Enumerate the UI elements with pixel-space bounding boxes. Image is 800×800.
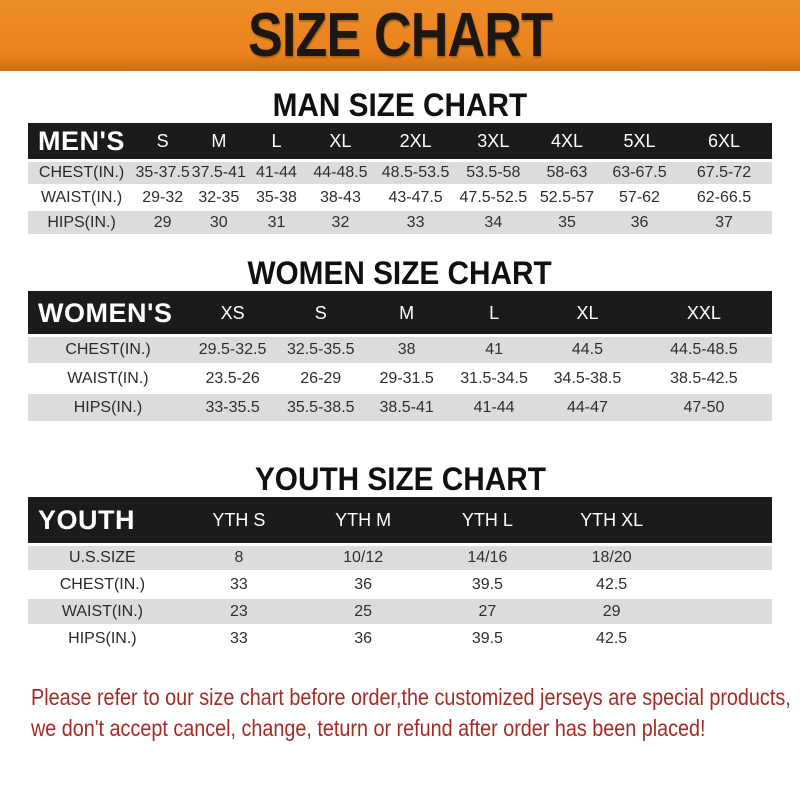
size-value: 29 [153, 213, 172, 231]
size-column-header: XXL [686, 302, 721, 323]
row-label: U.S.SIZE [69, 548, 136, 566]
size-value: 34.5-38.5 [553, 369, 622, 387]
women-section-heading-text: WOMEN SIZE CHART [247, 255, 553, 291]
row-label: WAIST(IN.) [40, 188, 123, 206]
size-value: 35 [558, 213, 576, 231]
size-value: 42.5 [596, 629, 628, 647]
size-value: 29.5-32.5 [198, 340, 267, 358]
size-value: 63-67.5 [612, 163, 667, 181]
measurement-row [28, 625, 772, 652]
row-label: HIPS(IN.) [68, 629, 137, 647]
size-value: 29 [602, 602, 621, 620]
size-value: 31 [267, 213, 286, 231]
size-value: 41 [485, 340, 503, 358]
size-value: 32.5-35.5 [286, 340, 355, 358]
size-column-header: YTH XL [580, 510, 644, 531]
banner-title: SIZE CHART [247, 0, 553, 70]
spacer-cell [674, 571, 772, 598]
size-column-header: S [314, 302, 327, 323]
size-value: 39.5 [471, 629, 503, 647]
size-value: 35-38 [256, 188, 297, 206]
row-label: CHEST(IN.) [59, 575, 146, 593]
size-table-header-row [28, 498, 772, 544]
row-label: HIPS(IN.) [47, 213, 116, 231]
size-value: 25 [354, 602, 373, 620]
size-column-header: 2XL [399, 131, 432, 152]
size-value: 33-35.5 [205, 398, 260, 416]
size-value: 41-44 [256, 163, 297, 181]
size-value: 38.5-42.5 [670, 369, 738, 387]
order-notice [31, 682, 800, 744]
size-value: 33 [406, 213, 425, 231]
size-column-header: YTH L [461, 510, 513, 531]
row-label: WAIST(IN.) [61, 602, 143, 620]
row-label: WAIST(IN.) [67, 369, 149, 387]
size-column-header: XL [576, 302, 599, 323]
size-value: 58-63 [546, 163, 588, 181]
spacer-cell [674, 625, 772, 652]
size-value: 34 [484, 213, 503, 231]
size-value: 36 [354, 629, 373, 647]
row-label: HIPS(IN.) [73, 398, 143, 416]
size-value: 43-47.5 [388, 188, 443, 206]
measurement-row [28, 160, 772, 185]
table-title: MEN'S [38, 126, 125, 157]
measurement-row [28, 364, 772, 393]
row-label: CHEST(IN.) [38, 163, 125, 181]
size-value: 44-48.5 [313, 163, 368, 181]
size-value: 33 [230, 575, 248, 593]
size-value: 53.5-58 [466, 163, 521, 181]
table-title: WOMEN'S [38, 297, 173, 328]
size-column-header: M [211, 131, 227, 152]
size-value: 14/16 [467, 548, 508, 566]
measurement-row [28, 571, 772, 598]
size-value: 44.5 [571, 340, 604, 358]
size-table-header-row [28, 292, 772, 335]
youth-section-heading-text: YOUTH SIZE CHART [254, 461, 546, 497]
size-value: 62-66.5 [696, 188, 752, 206]
size-value: 26-29 [300, 369, 342, 387]
size-value: 23 [230, 602, 248, 620]
size-column-header: XL [329, 131, 352, 152]
size-value: 32-35 [198, 188, 240, 206]
size-value: 44.5-48.5 [670, 340, 738, 358]
size-value: 32 [331, 213, 350, 231]
size-value: 35.5-38.5 [286, 398, 355, 416]
size-value: 23.5-26 [205, 369, 260, 387]
man-section-heading-text: MAN SIZE CHART [272, 87, 528, 123]
size-value: 8 [234, 548, 244, 566]
size-column-header: YTH M [335, 510, 392, 531]
size-column-header: L [271, 131, 282, 152]
size-value: 39.5 [471, 575, 503, 593]
size-value: 30 [209, 213, 228, 231]
size-value: 35-37.5 [135, 163, 190, 181]
measurement-row [28, 185, 772, 210]
size-value: 57-62 [619, 188, 660, 206]
spacer-cell [674, 498, 772, 544]
size-column-header: YTH S [212, 510, 266, 531]
size-value: 36 [630, 213, 649, 231]
size-value: 41-44 [473, 398, 515, 416]
size-value: 36 [354, 575, 373, 593]
size-column-header: XS [220, 302, 245, 323]
size-column-header: M [399, 302, 415, 323]
measurement-row [28, 335, 772, 364]
size-value: 38-43 [319, 188, 361, 206]
man-section-heading [0, 87, 800, 123]
size-value: 42.5 [596, 575, 628, 593]
size-value: 38 [397, 340, 416, 358]
size-value: 18/20 [591, 548, 632, 566]
measurement-row [28, 393, 772, 422]
table-title: YOUTH [38, 505, 135, 536]
size-column-header: 3XL [477, 131, 510, 152]
size-table-header-row [28, 124, 772, 160]
youth-size-table [28, 497, 772, 653]
order-notice-line1: Please refer to our size chart before order,the customized jerseys are special products, [31, 684, 791, 710]
measurement-row [28, 598, 772, 625]
row-label: CHEST(IN.) [65, 340, 151, 358]
size-value: 38.5-41 [379, 398, 434, 416]
size-value: 31.5-34.5 [460, 369, 528, 387]
size-value: 47-50 [683, 398, 725, 416]
size-column-header: L [489, 302, 500, 323]
size-value: 47.5-52.5 [459, 188, 528, 206]
size-column-header: 4XL [550, 131, 583, 152]
measurement-row [28, 210, 772, 235]
women-section-heading [0, 255, 800, 291]
size-column-header: 5XL [623, 131, 656, 152]
size-value: 44-47 [566, 398, 608, 416]
size-value: 48.5-53.5 [381, 163, 450, 181]
size-column-header: S [156, 131, 169, 152]
size-value: 67.5-72 [696, 163, 752, 181]
size-column-header: 6XL [707, 131, 740, 152]
spacer-cell [674, 544, 772, 571]
size-value: 37.5-41 [191, 163, 246, 181]
measurement-row [28, 544, 772, 571]
size-value: 29-32 [142, 188, 184, 206]
size-value: 52.5-57 [539, 188, 595, 206]
spacer-cell [674, 598, 772, 625]
banner [0, 0, 800, 71]
women-size-table [28, 291, 772, 423]
size-value: 27 [478, 602, 497, 620]
size-value: 33 [230, 629, 248, 647]
youth-section-heading [0, 461, 800, 497]
size-value: 37 [715, 213, 733, 231]
order-notice-line2: we don't accept cancel, change, teturn or refund after order has been placed! [31, 715, 706, 741]
men-size-table [28, 123, 772, 236]
size-value: 29-31.5 [379, 369, 434, 387]
size-value: 10/12 [343, 548, 384, 566]
